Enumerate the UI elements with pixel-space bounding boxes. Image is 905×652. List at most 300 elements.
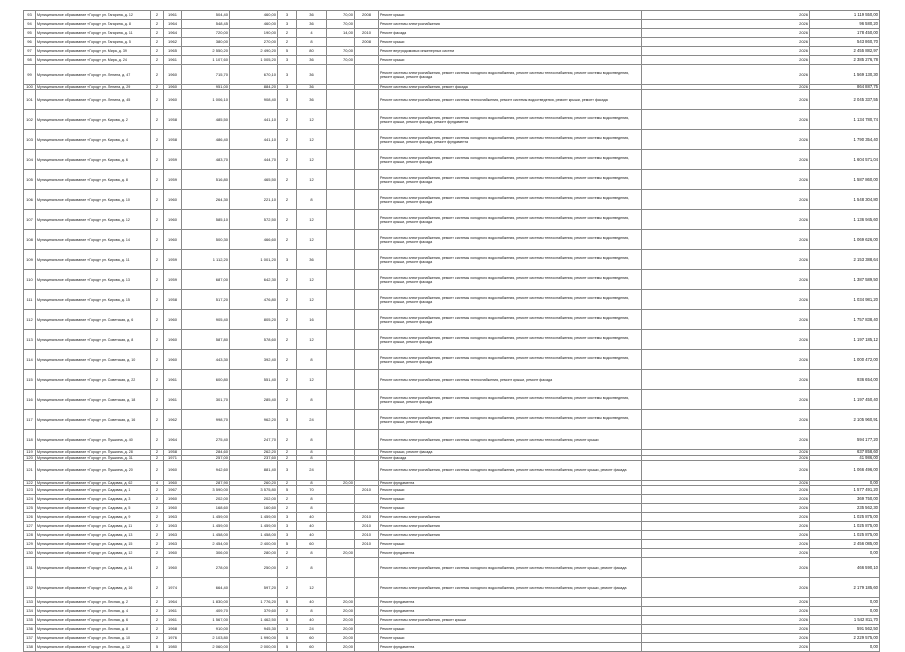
work-types-cell: Ремонт системы электроснабжения, ремонт системы холодного водоснабжения, ремонт системы теплоснабжения, ремонт системы водоотведения, ремонт крыши, ремонт фасада: [379, 270, 642, 290]
last-repair-year-cell: [355, 460, 379, 480]
planned-year-cell: 2026: [642, 170, 810, 190]
living-area-cell: 1 462,50: [230, 616, 278, 625]
house-address-cell: Муниципальное образование «Город» ул. Садовая, д. 14: [36, 558, 151, 578]
apartments-cell: 8: [297, 390, 327, 410]
row-number-cell: 123: [24, 486, 36, 495]
work-types-cell: Ремонт крыши: [379, 504, 642, 513]
wall-material-cell: 2: [151, 38, 164, 47]
year-built-cell: 1960: [164, 65, 182, 85]
table-row: [24, 643, 880, 652]
table-row: [24, 504, 880, 513]
apartments-cell: 24: [297, 460, 327, 480]
year-built-cell: 1958: [164, 290, 182, 310]
planned-year-cell: 2026: [642, 20, 810, 29]
wall-material-cell: 2: [151, 578, 164, 598]
table-row: [24, 578, 880, 598]
work-types-cell: Ремонт системы электроснабжения, ремонт системы холодного водоснабжения, ремонт системы теплоснабжения, ремонт системы водоотведения, ремонт крыши, ремонт фасада: [379, 290, 642, 310]
house-address-cell: Муниципальное образование «Город» ул. Ленина, д. 47: [36, 65, 151, 85]
apartments-cell: 12: [297, 270, 327, 290]
total-cost-cell: 1 034 981,20: [810, 290, 880, 310]
living-area-cell: 270,00: [230, 38, 278, 47]
floors-cell: 5: [278, 486, 297, 495]
work-types-cell: Ремонт системы электроснабжения, ремонт системы холодного водоснабжения, ремонт системы теплоснабжения, ремонт системы водоотведения, ремонт крыши, ремонт фасада, ремонт фундамента: [379, 110, 642, 130]
total-cost-cell: 2 045 337,55: [810, 90, 880, 110]
last-repair-year-cell: 2010: [355, 513, 379, 522]
living-area-cell: 441,10: [230, 110, 278, 130]
wall-material-cell: 2: [151, 170, 164, 190]
wear-percent-cell: [327, 65, 355, 85]
year-built-cell: 1960: [164, 85, 182, 90]
table-row: [24, 558, 880, 578]
row-number-cell: 116: [24, 390, 36, 410]
total-cost-cell: 1 197 185,12: [810, 330, 880, 350]
floors-cell: 2: [278, 480, 297, 485]
wear-percent-cell: 20,00: [327, 625, 355, 634]
work-types-cell: Ремонт системы электроснабжения, ремонт системы холодного водоснабжения, ремонт системы теплоснабжения, ремонт системы водоотведения, ремонт крыши, ремонт фасада: [379, 150, 642, 170]
row-number-cell: 113: [24, 330, 36, 350]
planned-year-cell: 2026: [642, 310, 810, 330]
planned-year-cell: 2026: [642, 130, 810, 150]
total-cost-cell: 0,00: [810, 643, 880, 652]
total-area-cell: 301,70: [182, 390, 230, 410]
apartments-cell: 8: [297, 495, 327, 504]
house-address-cell: Муниципальное образование «Город» ул. Лесная, д. 4: [36, 607, 151, 616]
living-area-cell: 551,40: [230, 370, 278, 390]
total-area-cell: 287,90: [182, 480, 230, 485]
apartments-cell: 36: [297, 250, 327, 270]
total-cost-cell: 594 177,20: [810, 430, 880, 450]
floors-cell: 3: [278, 11, 297, 20]
last-repair-year-cell: [355, 370, 379, 390]
apartments-cell: 40: [297, 616, 327, 625]
planned-year-cell: 2026: [642, 607, 810, 616]
living-area-cell: 465,50: [230, 170, 278, 190]
year-built-cell: 1960: [164, 230, 182, 250]
total-area-cell: 951,00: [182, 85, 230, 90]
house-address-cell: Муниципальное образование «Город» ул. Советская, д. 16: [36, 410, 151, 430]
total-area-cell: 1 459,00: [182, 513, 230, 522]
total-area-cell: 942,60: [182, 460, 230, 480]
wear-percent-cell: [327, 531, 355, 540]
wall-material-cell: 2: [151, 210, 164, 230]
wear-percent-cell: [327, 410, 355, 430]
living-area-cell: 250,00: [230, 558, 278, 578]
floors-cell: 2: [278, 310, 297, 330]
work-types-cell: Ремонт системы электроснабжения: [379, 522, 642, 531]
work-types-cell: Ремонт системы электроснабжения, ремонт системы холодного водоснабжения, ремонт системы теплоснабжения, ремонт системы водоотведения, ремонт крыши, ремонт фасада: [379, 410, 642, 430]
living-area-cell: 578,60: [230, 330, 278, 350]
house-address-cell: Муниципальное образование «Город» ул. Садовая, д. 3: [36, 495, 151, 504]
last-repair-year-cell: [355, 350, 379, 370]
row-number-cell: 122: [24, 480, 36, 485]
wall-material-cell: 2: [151, 540, 164, 549]
total-area-cell: 517,20: [182, 290, 230, 310]
apartments-cell: 8: [297, 558, 327, 578]
wall-material-cell: 2: [151, 90, 164, 110]
total-area-cell: 202,00: [182, 495, 230, 504]
total-area-cell: 275,40: [182, 430, 230, 450]
year-built-cell: 1959: [164, 250, 182, 270]
row-number-cell: 93: [24, 11, 36, 20]
table-row: [24, 549, 880, 558]
house-address-cell: Муниципальное образование «Город» ул. Кирова, д. 12: [36, 210, 151, 230]
wear-percent-cell: [327, 150, 355, 170]
wear-percent-cell: [327, 130, 355, 150]
row-number-cell: 127: [24, 522, 36, 531]
row-number-cell: 125: [24, 504, 36, 513]
year-built-cell: 1960: [164, 460, 182, 480]
planned-year-cell: 2026: [642, 513, 810, 522]
year-built-cell: 1958: [164, 110, 182, 130]
apartments-cell: 70: [297, 486, 327, 495]
wall-material-cell: 2: [151, 130, 164, 150]
living-area-cell: 962,20: [230, 410, 278, 430]
living-area-cell: 202,00: [230, 495, 278, 504]
house-address-cell: Муниципальное образование «Город» ул. Гагарина, д. 12: [36, 11, 151, 20]
house-address-cell: Муниципальное образование «Город» ул. Садовая, д. 1: [36, 486, 151, 495]
total-cost-cell: 637 858,60: [810, 450, 880, 455]
floors-cell: 2: [278, 450, 297, 455]
table-row: [24, 20, 880, 29]
wall-material-cell: 2: [151, 250, 164, 270]
planned-year-cell: 2026: [642, 495, 810, 504]
house-address-cell: Муниципальное образование «Город» ул. Пушкина, д. 31: [36, 455, 151, 460]
wear-percent-cell: 70,00: [327, 47, 355, 56]
total-area-cell: 1 458,00: [182, 531, 230, 540]
planned-year-cell: 2026: [642, 11, 810, 20]
row-number-cell: 95: [24, 29, 36, 38]
total-area-cell: 910,00: [182, 625, 230, 634]
living-area-cell: 884,20: [230, 85, 278, 90]
total-cost-cell: 41 986,00: [810, 455, 880, 460]
total-cost-cell: 2 105 960,91: [810, 410, 880, 430]
total-area-cell: 504,40: [182, 11, 230, 20]
last-repair-year-cell: [355, 90, 379, 110]
wall-material-cell: 2: [151, 29, 164, 38]
planned-year-cell: 2026: [642, 455, 810, 460]
table-row: [24, 513, 880, 522]
planned-year-cell: 2026: [642, 47, 810, 56]
apartments-cell: 8: [297, 607, 327, 616]
house-address-cell: Муниципальное образование «Город» ул. Кирова, д. 4: [36, 130, 151, 150]
wear-percent-cell: [327, 290, 355, 310]
planned-year-cell: 2026: [642, 110, 810, 130]
apartments-cell: 60: [297, 643, 327, 652]
table-row: [24, 634, 880, 643]
work-types-cell: Ремонт системы электроснабжения, ремонт системы холодного водоснабжения, ремонт системы теплоснабжения, ремонт системы водоотведения, ремонт крыши, ремонт фасада: [379, 330, 642, 350]
last-repair-year-cell: [355, 110, 379, 130]
living-area-cell: 392,40: [230, 350, 278, 370]
planned-year-cell: 2026: [642, 230, 810, 250]
planned-year-cell: 2026: [642, 486, 810, 495]
table-row: [24, 130, 880, 150]
work-types-cell: Ремонт крыши: [379, 625, 642, 634]
wear-percent-cell: 14,00: [327, 29, 355, 38]
total-cost-cell: 1 119 550,00: [810, 11, 880, 20]
wall-material-cell: 2: [151, 390, 164, 410]
work-types-cell: Ремонт системы электроснабжения, ремонт системы холодного водоснабжения, ремонт системы теплоснабжения, ремонт системы водоотведения, ремонт крыши, ремонт фасада: [379, 65, 642, 85]
last-repair-year-cell: [355, 598, 379, 607]
total-area-cell: 486,40: [182, 130, 230, 150]
floors-cell: 2: [278, 170, 297, 190]
last-repair-year-cell: [355, 390, 379, 410]
planned-year-cell: 2026: [642, 598, 810, 607]
wear-percent-cell: 70,00: [327, 11, 355, 20]
table-row: [24, 170, 880, 190]
house-address-cell: Муниципальное образование «Город» ул. Мира, д. 24: [36, 56, 151, 65]
floors-cell: 2: [278, 190, 297, 210]
table-row: [24, 290, 880, 310]
row-number-cell: 128: [24, 531, 36, 540]
table-row: [24, 270, 880, 290]
wall-material-cell: 2: [151, 190, 164, 210]
total-cost-cell: 1 569 130,30: [810, 65, 880, 85]
apartments-cell: 8: [297, 450, 327, 455]
apartments-cell: 36: [297, 20, 327, 29]
table-row: [24, 616, 880, 625]
row-number-cell: 137: [24, 634, 36, 643]
total-cost-cell: 1 136 945,60: [810, 210, 880, 230]
wear-percent-cell: [327, 430, 355, 450]
year-built-cell: 1960: [164, 480, 182, 485]
work-types-cell: Ремонт системы электроснабжения, ремонт системы холодного водоснабжения, ремонт системы теплоснабжения, ремонт системы водоотведения, ремонт крыши, ремонт фасада: [379, 190, 642, 210]
table-row: [24, 38, 880, 47]
living-area-cell: 1 776,20: [230, 598, 278, 607]
house-address-cell: Муниципальное образование «Город» ул. Пушкина, д. 28: [36, 450, 151, 455]
total-cost-cell: 2 456 085,00: [810, 540, 880, 549]
planned-year-cell: 2026: [642, 190, 810, 210]
living-area-cell: 1 459,00: [230, 522, 278, 531]
planned-year-cell: 2026: [642, 430, 810, 450]
planned-year-cell: 2026: [642, 330, 810, 350]
house-address-cell: Муниципальное образование «Город» ул. Лесная, д. 10: [36, 634, 151, 643]
planned-year-cell: 2026: [642, 270, 810, 290]
planned-year-cell: 2026: [642, 480, 810, 485]
total-cost-cell: 1 542 811,70: [810, 616, 880, 625]
house-address-cell: Муниципальное образование «Город» ул. Гагарина, д. 8: [36, 20, 151, 29]
living-area-cell: 1 458,00: [230, 531, 278, 540]
work-types-cell: Ремонт крыши: [379, 540, 642, 549]
last-repair-year-cell: [355, 190, 379, 210]
house-address-cell: Муниципальное образование «Город» ул. Лесная, д. 8: [36, 625, 151, 634]
wall-material-cell: 2: [151, 513, 164, 522]
total-cost-cell: 2 229 575,00: [810, 634, 880, 643]
wall-material-cell: 2: [151, 350, 164, 370]
floors-cell: 2: [278, 578, 297, 598]
total-area-cell: 585,10: [182, 210, 230, 230]
table-row: [24, 598, 880, 607]
floors-cell: 2: [278, 29, 297, 38]
last-repair-year-cell: [355, 310, 379, 330]
floors-cell: 3: [278, 531, 297, 540]
house-address-cell: Муниципальное образование «Город» ул. Садовая, д. 13: [36, 531, 151, 540]
row-number-cell: 102: [24, 110, 36, 130]
wall-material-cell: 2: [151, 85, 164, 90]
row-number-cell: 96: [24, 38, 36, 47]
floors-cell: 2: [278, 350, 297, 370]
floors-cell: 5: [278, 598, 297, 607]
total-cost-cell: 0,00: [810, 549, 880, 558]
house-address-cell: Муниципальное образование «Город» ул. Лесная, д. 2: [36, 598, 151, 607]
total-cost-cell: 466 590,10: [810, 558, 880, 578]
year-built-cell: 1960: [164, 210, 182, 230]
wear-percent-cell: [327, 504, 355, 513]
wall-material-cell: 2: [151, 486, 164, 495]
wear-percent-cell: [327, 486, 355, 495]
last-repair-year-cell: [355, 625, 379, 634]
year-built-cell: 1964: [164, 29, 182, 38]
table-row: [24, 390, 880, 410]
total-area-cell: 2 454,00: [182, 540, 230, 549]
wall-material-cell: 2: [151, 522, 164, 531]
floors-cell: 2: [278, 150, 297, 170]
apartments-cell: 24: [297, 410, 327, 430]
year-built-cell: 1974: [164, 578, 182, 598]
floors-cell: 3: [278, 56, 297, 65]
wall-material-cell: 2: [151, 65, 164, 85]
total-cost-cell: 369 750,00: [810, 495, 880, 504]
total-area-cell: 2 103,80: [182, 634, 230, 643]
total-area-cell: 2 060,00: [182, 643, 230, 652]
work-types-cell: Ремонт фундамента: [379, 607, 642, 616]
row-number-cell: 110: [24, 270, 36, 290]
house-address-cell: Муниципальное образование «Город» ул. Садовая, д. 11: [36, 522, 151, 531]
total-cost-cell: 0,00: [810, 598, 880, 607]
house-address-cell: Муниципальное образование «Город» ул. Кирова, д. 13: [36, 270, 151, 290]
planned-year-cell: 2026: [642, 150, 810, 170]
work-types-cell: Ремонт крыши: [379, 11, 642, 20]
wear-percent-cell: [327, 90, 355, 110]
total-area-cell: 905,40: [182, 310, 230, 330]
row-number-cell: 132: [24, 578, 36, 598]
house-address-cell: Муниципальное образование «Город» ул. Садовая, д. 16: [36, 578, 151, 598]
floors-cell: 2: [278, 270, 297, 290]
house-address-cell: Муниципальное образование «Город» ул. Кирова, д. 10: [36, 190, 151, 210]
planned-year-cell: 2026: [642, 450, 810, 455]
house-address-cell: Муниципальное образование «Город» ул. Лесная, д. 12: [36, 643, 151, 652]
row-number-cell: 114: [24, 350, 36, 370]
table-row: [24, 210, 880, 230]
table-row: [24, 460, 880, 480]
table-row: [24, 90, 880, 110]
total-area-cell: 1 459,00: [182, 522, 230, 531]
wall-material-cell: 2: [151, 110, 164, 130]
wear-percent-cell: 20,00: [327, 549, 355, 558]
wall-material-cell: 2: [151, 330, 164, 350]
living-area-cell: 444,70: [230, 150, 278, 170]
year-built-cell: 1960: [164, 558, 182, 578]
planned-year-cell: 2026: [642, 290, 810, 310]
house-address-cell: Муниципальное образование «Город» ул. Лесная, д. 6: [36, 616, 151, 625]
apartments-cell: 8: [297, 549, 327, 558]
total-area-cell: 1 107,60: [182, 56, 230, 65]
house-address-cell: Муниципальное образование «Город» ул. Садовая, д. 9: [36, 513, 151, 522]
apartments-cell: 40: [297, 522, 327, 531]
year-built-cell: 1967: [164, 486, 182, 495]
wear-percent-cell: [327, 38, 355, 47]
apartments-cell: 12: [297, 130, 327, 150]
row-number-cell: 94: [24, 20, 36, 29]
wear-percent-cell: [327, 522, 355, 531]
living-area-cell: 642,30: [230, 270, 278, 290]
planned-year-cell: 2026: [642, 390, 810, 410]
wear-percent-cell: 20,00: [327, 480, 355, 485]
floors-cell: 5: [278, 634, 297, 643]
last-repair-year-cell: [355, 230, 379, 250]
work-types-cell: Ремонт системы электроснабжения: [379, 531, 642, 540]
work-types-cell: Ремонт крыши: [379, 495, 642, 504]
apartments-cell: 12: [297, 210, 327, 230]
planned-year-cell: 2026: [642, 616, 810, 625]
row-number-cell: 115: [24, 370, 36, 390]
wear-percent-cell: 20,00: [327, 616, 355, 625]
year-built-cell: 1960: [164, 190, 182, 210]
year-built-cell: 1960: [164, 330, 182, 350]
table-row: [24, 11, 880, 20]
living-area-cell: 379,60: [230, 607, 278, 616]
apartments-cell: 8: [297, 190, 327, 210]
planned-year-cell: 2026: [642, 56, 810, 65]
total-area-cell: 380,00: [182, 38, 230, 47]
planned-year-cell: 2026: [642, 540, 810, 549]
house-address-cell: Муниципальное образование «Город» ул. Садовая, д. 15: [36, 540, 151, 549]
row-number-cell: 126: [24, 513, 36, 522]
house-address-cell: Муниципальное образование «Город» ул. Садовая, д. 62: [36, 480, 151, 485]
wall-material-cell: 2: [151, 270, 164, 290]
table-row: [24, 531, 880, 540]
floors-cell: 2: [278, 370, 297, 390]
last-repair-year-cell: [355, 20, 379, 29]
year-built-cell: 1960: [164, 350, 182, 370]
apartments-cell: 40: [297, 531, 327, 540]
floors-cell: 5: [278, 643, 297, 652]
planned-year-cell: 2026: [642, 531, 810, 540]
wear-percent-cell: [327, 270, 355, 290]
house-address-cell: Муниципальное образование «Город» ул. Кирова, д. 6: [36, 150, 151, 170]
living-area-cell: 190,00: [230, 29, 278, 38]
year-built-cell: 1958: [164, 130, 182, 150]
floors-cell: 2: [278, 430, 297, 450]
planned-year-cell: 2026: [642, 250, 810, 270]
wall-material-cell: 2: [151, 410, 164, 430]
wall-material-cell: 2: [151, 430, 164, 450]
table-row: [24, 350, 880, 370]
apartments-cell: 40: [297, 598, 327, 607]
work-types-cell: Ремонт системы электроснабжения, ремонт системы холодного водоснабжения, ремонт системы теплоснабжения, ремонт системы водоотведения, ремонт крыши, ремонт фасада: [379, 170, 642, 190]
table-row: [24, 540, 880, 549]
table-body: [24, 11, 880, 652]
living-area-cell: 3 575,80: [230, 486, 278, 495]
row-number-cell: 117: [24, 410, 36, 430]
wear-percent-cell: [327, 310, 355, 330]
year-built-cell: 1964: [164, 430, 182, 450]
total-cost-cell: 1 548 304,80: [810, 190, 880, 210]
year-built-cell: 1962: [164, 410, 182, 430]
planned-year-cell: 2026: [642, 85, 810, 90]
planned-year-cell: 2026: [642, 522, 810, 531]
living-area-cell: 908,40: [230, 90, 278, 110]
year-built-cell: 1960: [164, 549, 182, 558]
table-row: [24, 310, 880, 330]
table-row: [24, 522, 880, 531]
table-row: [24, 150, 880, 170]
table-row: [24, 495, 880, 504]
wall-material-cell: 2: [151, 495, 164, 504]
row-number-cell: 112: [24, 310, 36, 330]
living-area-cell: 572,50: [230, 210, 278, 230]
work-types-cell: Ремонт системы электроснабжения, ремонт системы холодного водоснабжения, ремонт системы теплоснабжения, ремонт системы водоотведения, ремонт крыши, ремонт фасада, ремонт фундамента: [379, 130, 642, 150]
wear-percent-cell: 70,00: [327, 20, 355, 29]
